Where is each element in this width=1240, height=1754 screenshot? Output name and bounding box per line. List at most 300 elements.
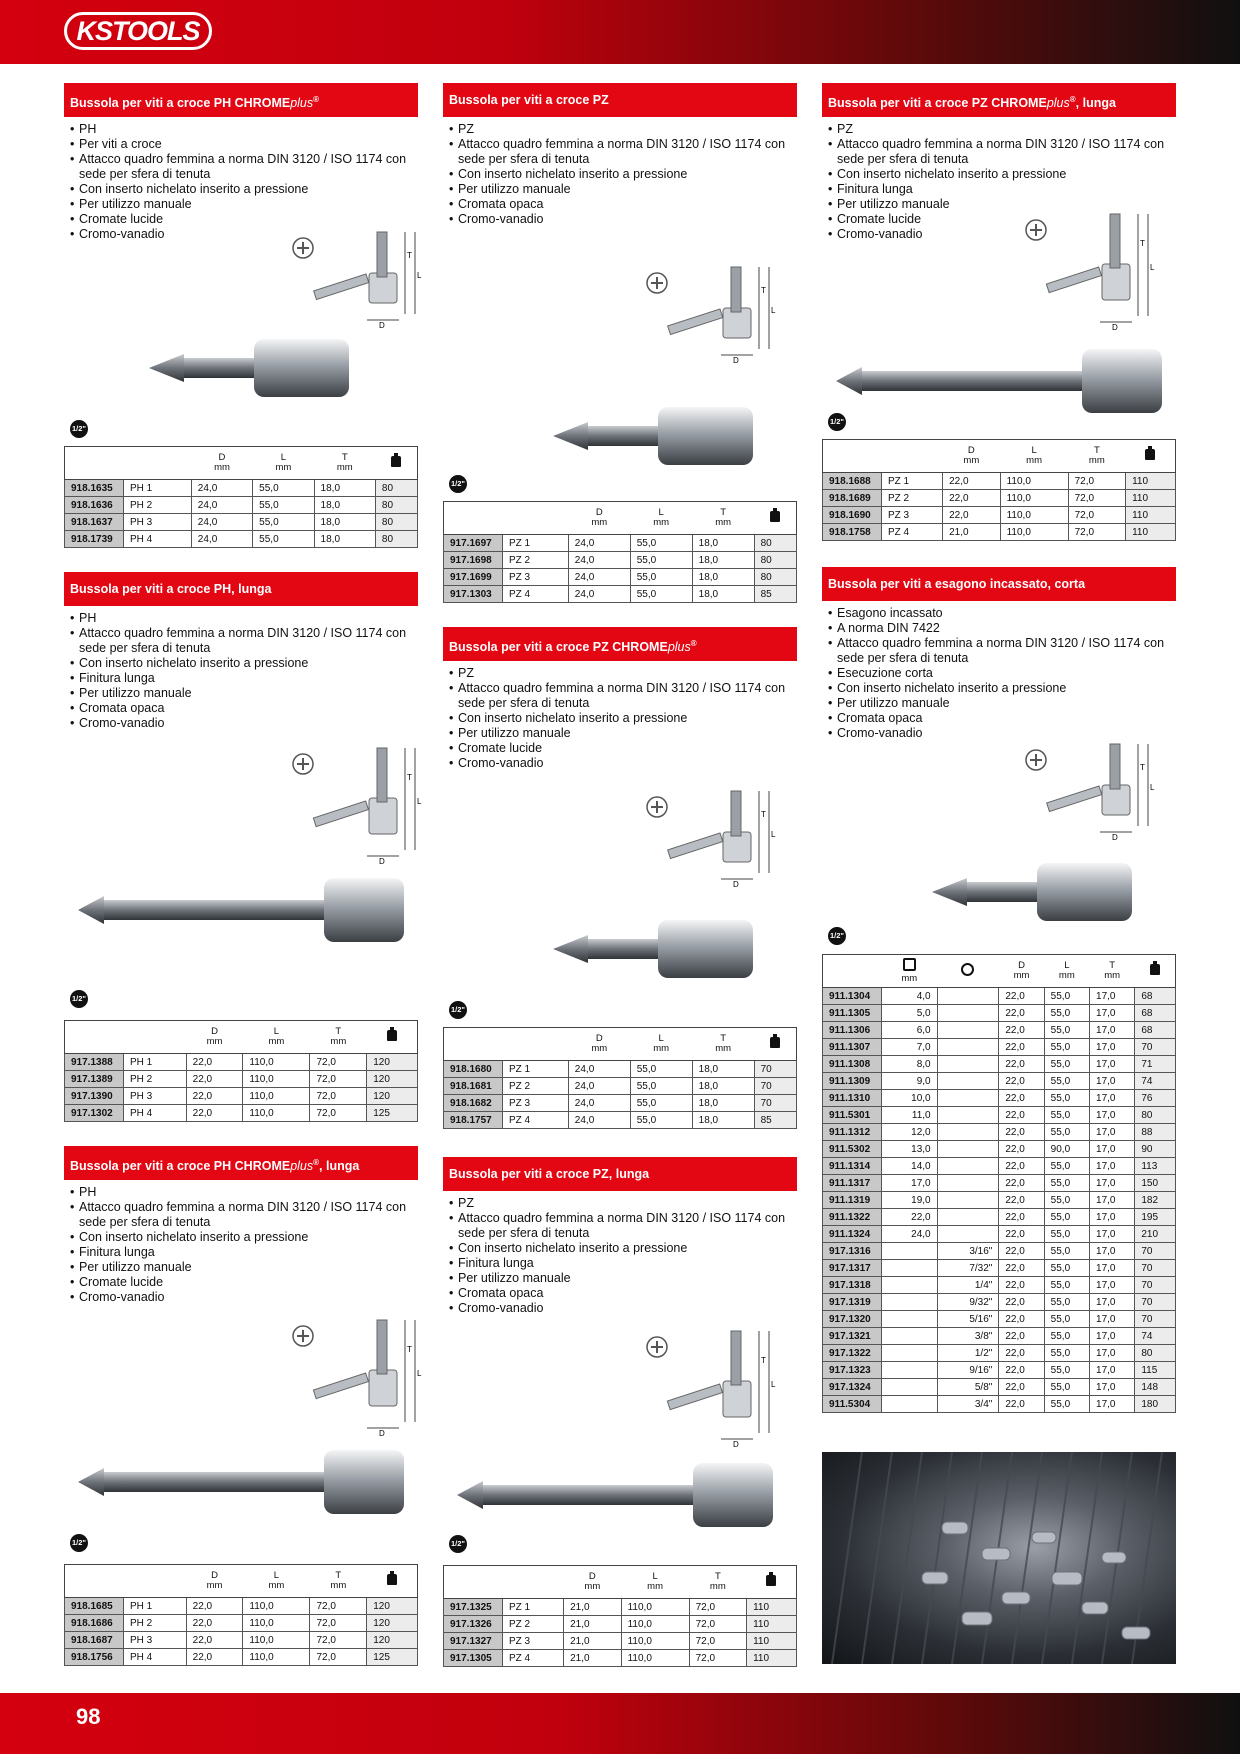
table-cell: PH 3 — [124, 1088, 187, 1105]
article-code: 911.1317 — [823, 1175, 882, 1192]
article-code: 911.5301 — [823, 1107, 882, 1124]
column-header — [823, 440, 882, 473]
table-cell: 24,0 — [568, 569, 630, 586]
table-row — [444, 1112, 797, 1129]
column-header: D mm — [943, 440, 1001, 473]
table-cell: 22,0 — [999, 1073, 1044, 1090]
table-cell: 17,0 — [1090, 1294, 1135, 1311]
table-row — [823, 1226, 1176, 1243]
column-header — [444, 1566, 503, 1599]
table-cell: 55,0 — [1044, 1107, 1089, 1124]
feature-list — [64, 611, 418, 731]
table-cell — [937, 1192, 999, 1209]
table-cell: 110,0 — [621, 1650, 689, 1667]
table-row — [65, 1598, 418, 1615]
table-cell: PZ 1 — [503, 535, 569, 552]
table-cell: 17,0 — [1090, 1311, 1135, 1328]
table-row — [823, 1209, 1176, 1226]
table-cell: 22,0 — [882, 1209, 938, 1226]
table-cell: 72,0 — [310, 1088, 367, 1105]
feature-item: • PH — [70, 611, 418, 626]
table-cell: 55,0 — [1044, 1277, 1089, 1294]
feature-item: • Attacco quadro femmina a norma DIN 3120 / ISO 1174 con sede per sfera di tenuta — [449, 681, 797, 711]
table-cell: 17,0 — [1090, 1209, 1135, 1226]
weight-icon — [747, 1566, 797, 1599]
table-row — [823, 1396, 1176, 1413]
feature-item: • Cromate lucide — [449, 741, 797, 756]
article-code: 918.1682 — [444, 1095, 503, 1112]
table-cell: 55,0 — [630, 1061, 692, 1078]
table-cell: 17,0 — [1090, 1260, 1135, 1277]
table-cell: 17,0 — [1090, 1396, 1135, 1413]
table-cell: 55,0 — [253, 531, 314, 548]
table-cell: 55,0 — [630, 1095, 692, 1112]
section-pz-lunga — [443, 1157, 797, 1664]
dimension-diagram — [1022, 210, 1162, 335]
section-ph-chromeplus-lunga — [64, 1146, 422, 1663]
svg-text:L: L — [417, 1369, 422, 1378]
table-cell: 22,0 — [999, 1039, 1044, 1056]
article-code: 917.1302 — [65, 1105, 124, 1122]
table-cell: 17,0 — [1090, 1362, 1135, 1379]
table-cell: 113 — [1135, 1158, 1176, 1175]
section-pz-chromeplus-lunga — [822, 83, 1176, 538]
table-cell: 150 — [1135, 1175, 1176, 1192]
table-row — [823, 1362, 1176, 1379]
table-cell: 72,0 — [310, 1649, 367, 1666]
article-code: 917.1390 — [65, 1088, 124, 1105]
table-cell — [937, 1124, 999, 1141]
table-cell: 72,0 — [1068, 507, 1126, 524]
table-cell: 22,0 — [999, 1005, 1044, 1022]
svg-text:L: L — [771, 830, 776, 839]
article-code: 911.1314 — [823, 1158, 882, 1175]
table-cell: 22,0 — [186, 1615, 243, 1632]
table-cell: 22,0 — [186, 1071, 243, 1088]
table-cell: 18,0 — [314, 531, 375, 548]
weight-icon — [754, 502, 796, 535]
feature-item: • Cromo-vanadio — [449, 756, 797, 771]
table-cell: 22,0 — [999, 1243, 1044, 1260]
table-row — [65, 1632, 418, 1649]
table-cell: 18,0 — [692, 1061, 754, 1078]
table-cell: 90,0 — [1044, 1141, 1089, 1158]
column-header: D mm — [564, 1566, 622, 1599]
feature-list — [443, 666, 797, 771]
table-cell: PZ 2 — [503, 1616, 564, 1633]
table-cell: 22,0 — [999, 1226, 1044, 1243]
table-cell: 74 — [1135, 1073, 1176, 1090]
socket-product-image — [832, 343, 1162, 424]
article-code: 917.1698 — [444, 552, 503, 569]
table-cell: 55,0 — [1044, 1311, 1089, 1328]
table-cell: 14,0 — [882, 1158, 938, 1175]
column-header — [65, 1565, 124, 1598]
article-code: 918.1739 — [65, 531, 124, 548]
column-header: T mm — [1068, 440, 1126, 473]
table-cell: 72,0 — [310, 1598, 367, 1615]
table-cell: 55,0 — [1044, 1124, 1089, 1141]
table-row — [65, 1054, 418, 1071]
table-cell: 24,0 — [191, 497, 252, 514]
table-cell: 21,0 — [564, 1616, 622, 1633]
table-cell: 22,0 — [999, 1090, 1044, 1107]
svg-text:D: D — [733, 880, 739, 887]
svg-text:L: L — [417, 271, 422, 280]
column-header: T mm — [1090, 955, 1135, 988]
table-cell: 22,0 — [943, 507, 1001, 524]
table-cell: 55,0 — [1044, 1039, 1089, 1056]
table-cell: PH 1 — [124, 1598, 187, 1615]
feature-item: • Per utilizzo manuale — [70, 1260, 418, 1275]
table-cell — [937, 1158, 999, 1175]
feature-item: • PH — [70, 122, 418, 137]
table-cell: 22,0 — [186, 1054, 243, 1071]
feature-item: • Cromate lucide — [828, 212, 1176, 227]
table-cell: 55,0 — [630, 586, 692, 603]
table-row — [823, 1345, 1176, 1362]
svg-text:T: T — [1140, 763, 1145, 772]
table-cell — [937, 1175, 999, 1192]
table-cell — [937, 1107, 999, 1124]
drive-size-badge: 1/2" — [828, 413, 846, 431]
table-cell: 115 — [1135, 1362, 1176, 1379]
table-cell: 110,0 — [243, 1071, 310, 1088]
feature-item: • Cromo-vanadio — [70, 716, 418, 731]
table-cell: PZ 4 — [503, 586, 569, 603]
article-code: 911.1322 — [823, 1209, 882, 1226]
table-cell: 17,0 — [1090, 1073, 1135, 1090]
table-cell: 70 — [754, 1095, 796, 1112]
table-cell: 110,0 — [243, 1649, 310, 1666]
table-cell: 24,0 — [882, 1226, 938, 1243]
table-row — [823, 1379, 1176, 1396]
article-code: 917.1327 — [444, 1633, 503, 1650]
table-cell: 182 — [1135, 1192, 1176, 1209]
table-cell: 13,0 — [882, 1141, 938, 1158]
table-cell: 85 — [754, 586, 796, 603]
table-cell: 9/32" — [937, 1294, 999, 1311]
table-row — [823, 1192, 1176, 1209]
column-header — [823, 955, 882, 988]
spec-table — [443, 1027, 797, 1129]
feature-item: • Attacco quadro femmina a norma DIN 3120 / ISO 1174 con sede per sfera di tenuta — [828, 636, 1176, 666]
table-cell: 18,0 — [692, 552, 754, 569]
table-cell: 80 — [1135, 1107, 1176, 1124]
svg-text:D: D — [379, 321, 385, 328]
table-cell: 24,0 — [191, 531, 252, 548]
article-code: 911.1305 — [823, 1005, 882, 1022]
socket-product-image — [872, 857, 1132, 932]
table-row — [823, 1022, 1176, 1039]
column-header: L mm — [621, 1566, 689, 1599]
table-cell: 6,0 — [882, 1022, 938, 1039]
table-cell: 24,0 — [191, 514, 252, 531]
drive-size-badge: 1/2" — [70, 420, 88, 438]
feature-item: • Attacco quadro femmina a norma DIN 3120 / ISO 1174 con sede per sfera di tenuta — [449, 1211, 797, 1241]
feature-item: • Cromo-vanadio — [828, 227, 1176, 242]
table-cell: PH 2 — [124, 497, 192, 514]
article-code: 918.1680 — [444, 1061, 503, 1078]
product-photo-sockets — [822, 1452, 1176, 1664]
table-cell: 125 — [367, 1105, 418, 1122]
feature-item: • Per utilizzo manuale — [70, 197, 418, 212]
table-cell — [937, 1056, 999, 1073]
feature-item: • PZ — [449, 666, 797, 681]
table-cell: 18,0 — [314, 514, 375, 531]
table-cell: 68 — [1135, 1005, 1176, 1022]
table-row — [823, 1141, 1176, 1158]
table-cell — [882, 1362, 938, 1379]
table-cell: 22,0 — [999, 1311, 1044, 1328]
table-cell: 7/32" — [937, 1260, 999, 1277]
table-cell: PZ 3 — [503, 1095, 569, 1112]
column-header — [503, 502, 569, 535]
table-row — [823, 1175, 1176, 1192]
table-cell: 21,0 — [564, 1633, 622, 1650]
table-row — [444, 1616, 797, 1633]
column-header — [124, 447, 192, 480]
section-pz-chromeplus — [443, 627, 797, 1126]
table-cell: 9,0 — [882, 1073, 938, 1090]
table-cell: 120 — [367, 1054, 418, 1071]
feature-item: • PH — [70, 1185, 418, 1200]
table-row — [65, 1071, 418, 1088]
table-cell: 72,0 — [310, 1105, 367, 1122]
table-cell: 80 — [375, 531, 417, 548]
table-cell: 210 — [1135, 1226, 1176, 1243]
table-cell — [937, 988, 999, 1005]
table-cell: PZ 2 — [882, 490, 943, 507]
table-cell: 70 — [1135, 1311, 1176, 1328]
table-cell: 17,0 — [1090, 1192, 1135, 1209]
table-cell: 22,0 — [999, 1141, 1044, 1158]
column-header — [124, 1021, 187, 1054]
table-cell: 17,0 — [1090, 1277, 1135, 1294]
table-row — [65, 480, 418, 497]
table-cell: PZ 2 — [503, 552, 569, 569]
table-cell: 55,0 — [253, 514, 314, 531]
article-code: 918.1689 — [823, 490, 882, 507]
table-cell: 110 — [747, 1633, 797, 1650]
feature-item: • Con inserto nichelato inserito a pressione — [828, 681, 1176, 696]
feature-list — [822, 606, 1176, 741]
table-cell: 24,0 — [568, 586, 630, 603]
table-cell: 22,0 — [999, 1192, 1044, 1209]
column-header: T mm — [692, 502, 754, 535]
table-cell: 90 — [1135, 1141, 1176, 1158]
table-cell: 22,0 — [999, 1328, 1044, 1345]
section-ph-lunga — [64, 572, 422, 1119]
article-code: 911.1308 — [823, 1056, 882, 1073]
table-cell: 110,0 — [243, 1054, 310, 1071]
article-code: 918.1681 — [444, 1078, 503, 1095]
spec-table — [822, 439, 1176, 541]
table-cell: 110 — [1126, 524, 1176, 541]
table-cell: 55,0 — [253, 497, 314, 514]
table-cell: 22,0 — [999, 1362, 1044, 1379]
table-cell: 68 — [1135, 988, 1176, 1005]
table-cell: 195 — [1135, 1209, 1176, 1226]
table-cell: 70 — [1135, 1294, 1176, 1311]
table-cell: 22,0 — [943, 490, 1001, 507]
table-cell: PZ 2 — [503, 1078, 569, 1095]
table-row — [823, 1243, 1176, 1260]
section-title: Bussola per viti a croce PH, lunga — [64, 572, 418, 606]
table-cell: PH 3 — [124, 514, 192, 531]
table-cell: 55,0 — [1044, 1090, 1089, 1107]
article-code: 917.1322 — [823, 1345, 882, 1362]
table-cell: 55,0 — [253, 480, 314, 497]
feature-list — [64, 122, 418, 242]
table-row — [65, 1088, 418, 1105]
table-cell: PH 4 — [124, 1649, 187, 1666]
section-title: Bussola per viti a croce PZ CHROMEplus®, lunga — [822, 83, 1176, 117]
table-cell: 72,0 — [310, 1071, 367, 1088]
table-cell: 110,0 — [243, 1632, 310, 1649]
column-header: D mm — [191, 447, 252, 480]
article-code: 917.1325 — [444, 1599, 503, 1616]
table-cell: 22,0 — [999, 1345, 1044, 1362]
table-cell: 80 — [375, 514, 417, 531]
table-cell: 120 — [367, 1632, 418, 1649]
table-row — [444, 1650, 797, 1667]
table-cell: 11,0 — [882, 1107, 938, 1124]
column-header — [882, 440, 943, 473]
article-code: 917.1323 — [823, 1362, 882, 1379]
table-cell: 72,0 — [310, 1632, 367, 1649]
column-header: D mm — [186, 1565, 243, 1598]
article-code: 918.1688 — [823, 473, 882, 490]
article-code: 917.1303 — [444, 586, 503, 603]
table-cell: 72,0 — [689, 1616, 747, 1633]
table-cell: PH 4 — [124, 1105, 187, 1122]
feature-item: • Cromata opaca — [70, 701, 418, 716]
feature-item: • Per utilizzo manuale — [828, 696, 1176, 711]
table-cell: PZ 3 — [882, 507, 943, 524]
table-cell: 110,0 — [243, 1105, 310, 1122]
column-header — [503, 1566, 564, 1599]
column-header: T mm — [692, 1028, 754, 1061]
dimension-diagram — [643, 1327, 783, 1452]
table-cell — [937, 1226, 999, 1243]
section-title: Bussola per viti a croce PZ — [443, 83, 797, 117]
column-header: L mm — [243, 1565, 310, 1598]
column-header — [65, 447, 124, 480]
hex-mm-icon: mm — [882, 955, 938, 988]
dimension-diagram — [643, 263, 783, 368]
table-cell: 22,0 — [999, 1124, 1044, 1141]
table-cell: 55,0 — [630, 535, 692, 552]
article-code: 917.1326 — [444, 1616, 503, 1633]
table-cell: 17,0 — [1090, 1158, 1135, 1175]
table-cell: 76 — [1135, 1090, 1176, 1107]
table-cell — [882, 1277, 938, 1294]
socket-product-image — [74, 872, 404, 953]
table-cell: 22,0 — [999, 1209, 1044, 1226]
table-cell: 80 — [754, 535, 796, 552]
table-cell: 110,0 — [621, 1633, 689, 1650]
table-cell: PH 3 — [124, 1632, 187, 1649]
table-cell: 110 — [1126, 507, 1176, 524]
table-cell: 110 — [747, 1650, 797, 1667]
table-cell: 110 — [747, 1616, 797, 1633]
table-cell: 21,0 — [564, 1650, 622, 1667]
table-cell: 22,0 — [999, 1158, 1044, 1175]
table-cell: 55,0 — [1044, 1158, 1089, 1175]
table-cell: 72,0 — [1068, 524, 1126, 541]
table-cell: 22,0 — [999, 1022, 1044, 1039]
table-cell: 72,0 — [1068, 473, 1126, 490]
drive-size-badge: 1/2" — [70, 990, 88, 1008]
svg-text:L: L — [1150, 263, 1155, 272]
table-cell: 80 — [754, 552, 796, 569]
table-cell: 72,0 — [310, 1054, 367, 1071]
section-pz — [443, 83, 797, 600]
table-cell: 110,0 — [1000, 473, 1068, 490]
section-title: Bussola per viti a croce PZ, lunga — [443, 1157, 797, 1191]
table-cell: 55,0 — [1044, 1362, 1089, 1379]
table-cell: 17,0 — [1090, 1107, 1135, 1124]
table-cell: 55,0 — [1044, 1022, 1089, 1039]
table-cell: 22,0 — [999, 1379, 1044, 1396]
svg-text:L: L — [771, 1380, 776, 1389]
table-cell: 80 — [1135, 1345, 1176, 1362]
feature-item: • Attacco quadro femmina a norma DIN 3120 / ISO 1174 con sede per sfera di tenuta — [70, 626, 418, 656]
table-cell: 55,0 — [1044, 1226, 1089, 1243]
table-cell: 70 — [754, 1078, 796, 1095]
table-row — [444, 1599, 797, 1616]
table-cell: 17,0 — [1090, 1141, 1135, 1158]
table-cell: 72,0 — [689, 1599, 747, 1616]
svg-text:D: D — [379, 1429, 385, 1436]
table-cell: 18,0 — [692, 569, 754, 586]
feature-item: • Cromo-vanadio — [70, 1290, 418, 1305]
column-header: D mm — [568, 502, 630, 535]
table-cell: 18,0 — [692, 535, 754, 552]
table-cell — [937, 1005, 999, 1022]
table-row — [823, 1124, 1176, 1141]
table-row — [823, 507, 1176, 524]
table-cell: 12,0 — [882, 1124, 938, 1141]
table-cell: 17,0 — [1090, 1124, 1135, 1141]
feature-item: • Per utilizzo manuale — [449, 182, 797, 197]
svg-text:T: T — [1140, 239, 1145, 248]
feature-list — [64, 1185, 418, 1305]
table-row — [65, 531, 418, 548]
table-cell: 70 — [1135, 1277, 1176, 1294]
table-cell: PH 2 — [124, 1071, 187, 1088]
article-code: 918.1686 — [65, 1615, 124, 1632]
table-cell: 110,0 — [243, 1615, 310, 1632]
column-header: L mm — [1000, 440, 1068, 473]
feature-item: • Con inserto nichelato inserito a pressione — [449, 167, 797, 182]
article-code: 918.1636 — [65, 497, 124, 514]
svg-text:D: D — [379, 857, 385, 864]
weight-icon — [1135, 955, 1176, 988]
feature-item: • Finitura lunga — [70, 1245, 418, 1260]
table-cell: 5/16" — [937, 1311, 999, 1328]
table-cell: 88 — [1135, 1124, 1176, 1141]
feature-list — [443, 122, 797, 227]
feature-item: • Finitura lunga — [449, 1256, 797, 1271]
table-cell: 70 — [1135, 1260, 1176, 1277]
table-cell: 55,0 — [1044, 1209, 1089, 1226]
spec-table — [822, 954, 1176, 1413]
table-row — [823, 1039, 1176, 1056]
table-cell: 55,0 — [1044, 1192, 1089, 1209]
weight-icon — [367, 1565, 418, 1598]
